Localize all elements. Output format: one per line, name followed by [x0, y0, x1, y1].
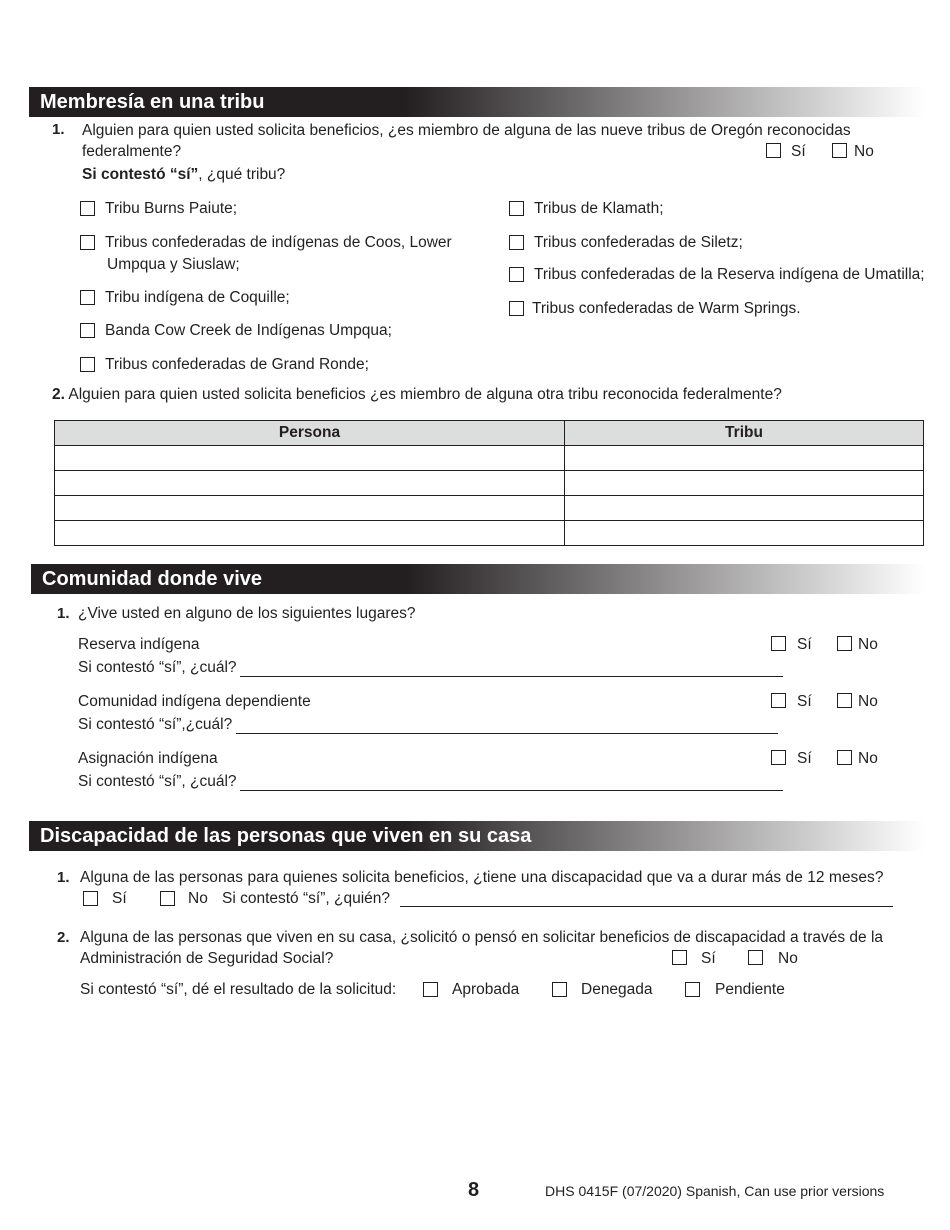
table-cell-persona[interactable] [55, 521, 565, 546]
community-item-followup: Si contestó “sí”,¿cuál? [78, 716, 233, 733]
disability-q1-no-label: No [188, 890, 208, 907]
question-number: 1. [57, 605, 70, 622]
table-row [55, 521, 924, 546]
tribe-q2 [52, 384, 802, 406]
tribe-q1-yes-label: Sí [791, 143, 806, 160]
disability-q1-yes-checkbox[interactable] [83, 891, 98, 906]
disability-q2-line1: Alguna de las personas que viven en su casa, ¿solicitó o pensó en solicitar beneficios de discapacidad a través de la [80, 929, 884, 946]
section-title-disability: Discapacidad de las personas que viven en su casa [40, 825, 532, 847]
table-row [55, 496, 924, 521]
tribe-checkbox-klamath[interactable] [509, 201, 524, 216]
disability-q2-no-label: No [778, 950, 798, 967]
tribe-label-siletz: Tribus confederadas de Siletz; [534, 234, 743, 251]
result-denied-label: Denegada [581, 981, 653, 998]
table-header-row [55, 421, 924, 446]
community-no-checkbox[interactable] [837, 750, 852, 765]
community-no-checkbox[interactable] [837, 693, 852, 708]
result-pending-label: Pendiente [715, 981, 785, 998]
section-title-community: Comunidad donde vive [42, 568, 263, 590]
community-item-label: Comunidad indígena dependiente [78, 693, 311, 710]
community-yes-label: Sí [797, 693, 812, 710]
tribe-label-burns-paiute: Tribu Burns Paiute; [105, 200, 238, 217]
community-yes-label: Sí [797, 636, 812, 653]
table-header-persona: Persona [55, 421, 565, 446]
tribe-q1-yes-checkbox[interactable] [766, 143, 781, 158]
tribe-table [54, 420, 924, 546]
community-answer-line[interactable] [236, 733, 778, 734]
section-header-disability [29, 821, 925, 851]
tribe-q1-followup-rest: , ¿qué tribu? [198, 166, 286, 183]
result-denied-checkbox[interactable] [552, 982, 567, 997]
question-number: 1. [52, 121, 65, 138]
table-header-tribu: Tribu [565, 421, 924, 446]
disability-q2-line2: Administración de Seguridad Social? [80, 950, 334, 967]
question-number: 2. [57, 929, 70, 946]
tribe-q1-no-label: No [854, 143, 874, 160]
tribe-label-grand-ronde: Tribus confederadas de Grand Ronde; [105, 356, 369, 373]
result-approved-checkbox[interactable] [423, 982, 438, 997]
community-item-label: Asignación indígena [78, 750, 218, 767]
community-item-followup: Si contestó “sí”, ¿cuál? [78, 659, 237, 676]
table-cell-tribu[interactable] [565, 446, 924, 471]
table-cell-tribu[interactable] [565, 521, 924, 546]
question-number: 2. [52, 386, 65, 403]
community-no-checkbox[interactable] [837, 636, 852, 651]
community-yes-checkbox[interactable] [771, 750, 786, 765]
tribe-q1-line1: Alguien para quien usted solicita beneficios, ¿es miembro de alguna de las nueve tribus de Oregón reconocidas [82, 122, 851, 139]
table-cell-tribu[interactable] [565, 496, 924, 521]
tribe-label-klamath: Tribus de Klamath; [534, 200, 664, 217]
disability-q1-no-checkbox[interactable] [160, 891, 175, 906]
tribe-q1-followup-bold: Si contestó “sí” [82, 166, 199, 183]
community-yes-checkbox[interactable] [771, 693, 786, 708]
table-cell-persona[interactable] [55, 471, 565, 496]
tribe-q1-line2: federalmente? [82, 143, 182, 160]
section-header-community [31, 564, 925, 594]
community-no-label: No [858, 693, 878, 710]
table-row [55, 471, 924, 496]
tribe-q1-followup [82, 164, 285, 186]
page-number: 8 [468, 1179, 480, 1201]
table-cell-persona[interactable] [55, 496, 565, 521]
disability-q2-no-checkbox[interactable] [748, 950, 763, 965]
community-item-followup: Si contestó “sí”, ¿cuál? [78, 773, 237, 790]
disability-q1-answer-line[interactable] [400, 906, 893, 907]
disability-q1-yes-label: Sí [112, 890, 127, 907]
tribe-checkbox-warm-springs[interactable] [509, 301, 524, 316]
section-header-tribe [29, 87, 925, 117]
tribe-checkbox-burns-paiute[interactable] [80, 201, 95, 216]
tribe-checkbox-siletz[interactable] [509, 235, 524, 250]
community-no-label: No [858, 636, 878, 653]
tribe-checkbox-grand-ronde[interactable] [80, 357, 95, 372]
table-cell-persona[interactable] [55, 446, 565, 471]
community-no-label: No [858, 750, 878, 767]
community-yes-label: Sí [797, 750, 812, 767]
community-yes-checkbox[interactable] [771, 636, 786, 651]
result-approved-label: Aprobada [452, 981, 520, 998]
community-answer-line[interactable] [240, 676, 783, 677]
tribe-label-cow-creek: Banda Cow Creek de Indígenas Umpqua; [105, 322, 392, 339]
community-q1-text: ¿Vive usted en alguno de los siguientes lugares? [78, 605, 416, 622]
community-item-label: Reserva indígena [78, 636, 200, 653]
tribe-checkbox-umatilla[interactable] [509, 267, 524, 282]
tribe-label-coos-line1: Tribus confederadas de indígenas de Coos, Lower [105, 234, 452, 251]
disability-q2-yes-checkbox[interactable] [672, 950, 687, 965]
tribe-checkbox-coos[interactable] [80, 235, 95, 250]
tribe-label-umatilla: Tribus confederadas de la Reserva indígena de Umatilla; [534, 266, 925, 283]
tribe-label-coos-line2: Umpqua y Siuslaw; [107, 256, 240, 273]
community-answer-line[interactable] [240, 790, 783, 791]
table-row [55, 446, 924, 471]
section-title-tribe: Membresía en una tribu [40, 91, 265, 113]
disability-q2-result-label: Si contestó “sí”, dé el resultado de la solicitud: [80, 981, 397, 998]
tribe-label-warm-springs: Tribus confederadas de Warm Springs. [532, 300, 801, 317]
tribe-label-coquille: Tribu indígena de Coquille; [105, 289, 290, 306]
form-id: DHS 0415F (07/2020) Spanish, Can use prior versions [545, 1183, 885, 1199]
disability-q1-text: Alguna de las personas para quienes solicita beneficios, ¿tiene una discapacidad que va a durar más de 12 meses? [80, 869, 884, 886]
disability-q1-followup: Si contestó “sí”, ¿quién? [222, 890, 390, 907]
result-pending-checkbox[interactable] [685, 982, 700, 997]
tribe-checkbox-cow-creek[interactable] [80, 323, 95, 338]
tribe-q1-no-checkbox[interactable] [832, 143, 847, 158]
tribe-checkbox-coquille[interactable] [80, 290, 95, 305]
tribe-q2-text: Alguien para quien usted solicita beneficios ¿es miembro de alguna otra tribu reconocida federalmente? [68, 386, 782, 403]
question-number: 1. [57, 869, 70, 886]
disability-q2-yes-label: Sí [701, 950, 716, 967]
table-cell-tribu[interactable] [565, 471, 924, 496]
